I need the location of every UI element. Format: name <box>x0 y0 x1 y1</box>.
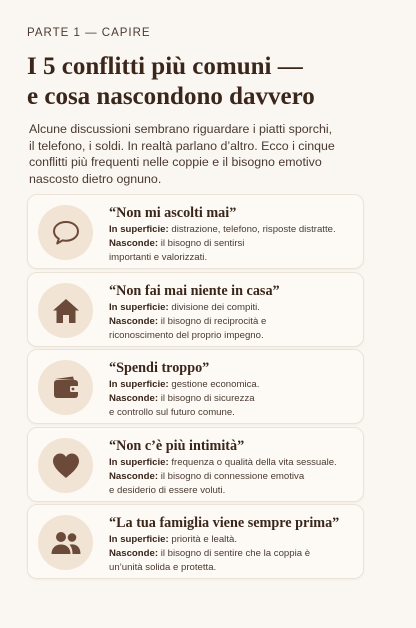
house-icon <box>38 283 93 338</box>
card-title: “La tua famiglia viene sempre prima” <box>109 515 340 531</box>
hidden-label: Nasconde: <box>109 471 159 482</box>
intro-line: il telefono, i soldi. In realtà parlano d’altro. Ecco i cinque <box>29 138 335 153</box>
card-text <box>109 282 359 343</box>
hidden-text: il bisogno di sentirsi <box>160 238 245 249</box>
intro-line: nascosto dietro ognuno. <box>29 171 162 186</box>
intro-line: conflitti più frequenti nelle coppie e il bisogno emotivo <box>29 155 322 170</box>
wallet-icon <box>38 360 93 415</box>
conflict-card <box>27 427 364 502</box>
surface-label: In superficie: <box>109 534 169 545</box>
hidden-line: e controllo sul futuro comune. <box>109 407 235 418</box>
hidden-line: importanti e valorizzati. <box>109 252 208 263</box>
card-text <box>109 514 359 575</box>
surface-line <box>109 378 359 392</box>
surface-line <box>109 533 359 547</box>
surface-line <box>109 456 359 470</box>
conflict-card <box>27 272 364 347</box>
hidden-line: un’unità solida e protetta. <box>109 562 217 573</box>
title-line: e cosa nascondono davvero <box>27 83 315 110</box>
card-title: “Non fai mai niente in casa” <box>109 283 280 299</box>
hidden-text: il bisogno di reciprocità e <box>160 316 267 327</box>
surface-label: In superficie: <box>109 302 169 313</box>
hidden-line <box>109 315 359 329</box>
surface-text: divisione dei compiti. <box>171 302 260 313</box>
section-label: PARTE 1 — CAPIRE <box>27 27 151 39</box>
surface-line <box>109 223 359 237</box>
surface-text: gestione economica. <box>171 379 260 390</box>
conflict-card <box>27 194 364 269</box>
hidden-line <box>109 547 359 561</box>
card-text <box>109 204 359 265</box>
hidden-line <box>109 470 359 484</box>
hidden-label: Nasconde: <box>109 393 159 404</box>
hidden-label: Nasconde: <box>109 238 159 249</box>
conflict-card <box>27 504 364 579</box>
page-title <box>27 52 397 112</box>
hidden-text: il bisogno di sicurezza <box>160 393 255 404</box>
hidden-text: il bisogno di sentire che la coppia è <box>160 548 311 559</box>
card-title: “Spendi troppo” <box>109 360 210 376</box>
surface-text: frequenza o qualità della vita sessuale. <box>171 457 337 468</box>
hidden-label: Nasconde: <box>109 548 159 559</box>
card-text <box>109 359 359 420</box>
intro-paragraph <box>29 121 374 187</box>
hidden-line <box>109 392 359 406</box>
hidden-line <box>109 237 359 251</box>
heart-icon <box>38 438 93 493</box>
hidden-line: e desiderio di essere voluti. <box>109 485 226 496</box>
hidden-label: Nasconde: <box>109 316 159 327</box>
card-title: “Non c’è più intimità” <box>109 438 245 454</box>
surface-label: In superficie: <box>109 457 169 468</box>
speech-bubble-icon <box>38 205 93 260</box>
surface-line <box>109 301 359 315</box>
hidden-line: riconoscimento del proprio impegno. <box>109 330 264 341</box>
people-icon <box>38 515 93 570</box>
title-line: I 5 conflitti più comuni — <box>27 53 303 80</box>
surface-label: In superficie: <box>109 379 169 390</box>
card-title: “Non mi ascolti mai” <box>109 205 237 221</box>
intro-line: Alcune discussioni sembrano riguardare i piatti sporchi, <box>29 122 333 136</box>
conflict-card <box>27 349 364 424</box>
surface-text: priorità e lealtà. <box>171 534 237 545</box>
surface-text: distrazione, telefono, risposte distratte. <box>171 224 336 235</box>
surface-label: In superficie: <box>109 224 169 235</box>
card-text <box>109 437 359 498</box>
hidden-text: il bisogno di connessione emotiva <box>160 471 305 482</box>
